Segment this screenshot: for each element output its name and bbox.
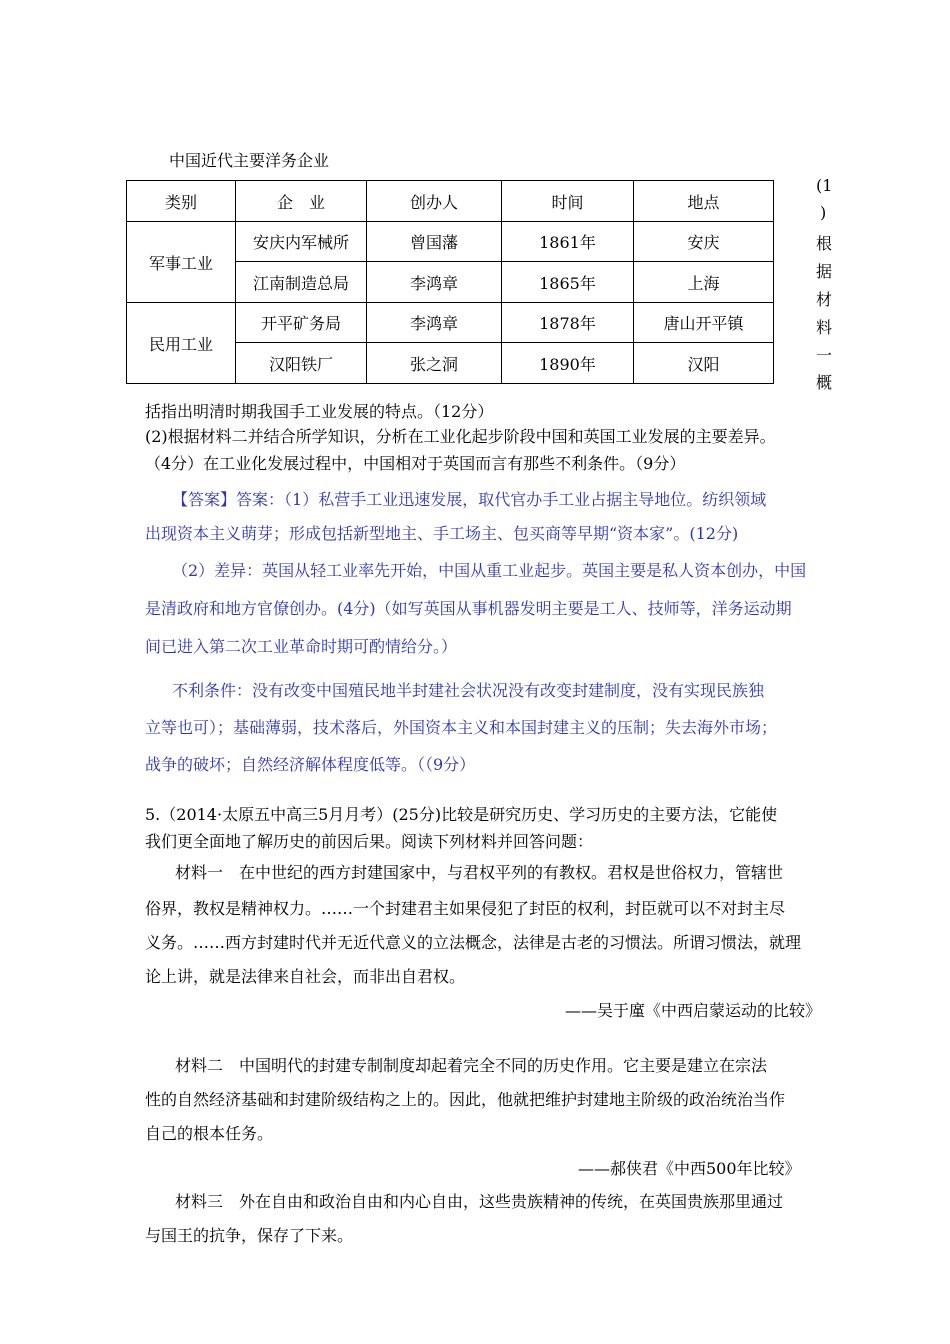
- founder-cell: 李鸿章: [367, 303, 502, 343]
- founder-cell: 张之洞: [367, 343, 502, 384]
- table-title: 中国近代主要洋务企业: [169, 151, 330, 170]
- side-text: 料: [816, 318, 833, 337]
- year-cell: 1890年: [502, 343, 634, 384]
- material-3-line: 与国王的抗争，保存了下来。: [145, 1226, 354, 1245]
- material-1-source: ——吴于廑《中西启蒙运动的比较》: [565, 1001, 822, 1020]
- question-5-cont: 我们更全面地了解历史的前因后果。阅读下列材料并回答问题：: [145, 832, 594, 851]
- side-text: (1: [816, 176, 833, 195]
- side-text: 概: [816, 373, 833, 392]
- founder-cell: 曾国藩: [367, 222, 502, 262]
- answer-line: 出现资本主义萌芽；形成包括新型地主、手工场主、包买商等早期“资本家”。(12分): [145, 524, 739, 543]
- category-cell: 军事工业: [127, 222, 236, 303]
- company-cell: 开平矿务局: [236, 303, 367, 343]
- material-2-line: 自己的根本任务。: [145, 1124, 274, 1143]
- material-2-line: 性的自然经济基础和封建阶级结构之上的。因此，他就把维护封建地主阶级的政治统治当作: [145, 1090, 786, 1109]
- answer-line: 立等也可）；基础薄弱，技术落后，外国资本主义和本国封建主义的压制；失去海外市场；: [145, 718, 778, 737]
- header-cell: 企 业: [236, 181, 367, 222]
- material-1-line: 义务。……西方封建时代并无近代意义的立法概念，法律是古老的习惯法。所谓习惯法，就理: [145, 933, 802, 952]
- question-1-tail: 括指出明清时期我国手工业发展的特点。（12分）: [145, 402, 494, 421]
- year-cell: 1861年: [502, 222, 634, 262]
- answer-line: （2）差异：英国从轻工业率先开始，中国从重工业起步。英国主要是私人资本创办，中国: [172, 561, 807, 580]
- question-5: 5.（2014·太原五中高三5月月考）(25分)比较是研究历史、学习历史的主要方法，它能使: [145, 805, 778, 824]
- side-text: 材: [816, 290, 833, 309]
- material-1-line: 材料一 在中世纪的西方封建国家中，与君权平列的有教权。君权是世俗权力，管辖世: [175, 863, 784, 882]
- side-text: ): [820, 203, 827, 222]
- material-2-line: 材料二 中国明代的封建专制制度却起着完全不同的历史作用。它主要是建立在宗法: [175, 1056, 768, 1075]
- material-1-line: 论上讲，就是法律来自社会，而非出自君权。: [145, 967, 466, 986]
- year-cell: 1878年: [502, 303, 634, 343]
- enterprise-table: [126, 180, 774, 384]
- place-cell: 唐山开平镇: [634, 303, 774, 343]
- side-text: 据: [816, 262, 833, 281]
- answer-line: 是清政府和地方官僚创办。(4分)（如写英国从事机器发明主要是工人、技师等，洋务运动期: [145, 599, 792, 618]
- year-cell: 1865年: [502, 262, 634, 303]
- header-cell: 创办人: [367, 181, 502, 222]
- material-2-source: ——郝侠君《中西500年比较》: [578, 1159, 801, 1178]
- side-text: 一: [816, 346, 833, 365]
- answer-line: 不利条件：没有改变中国殖民地半封建社会状况没有改变封建制度，没有实现民族独: [172, 681, 765, 700]
- founder-cell: 李鸿章: [367, 262, 502, 303]
- place-cell: 上海: [634, 262, 774, 303]
- material-1-line: 俗界，教权是精神权力。……一个封建君主如果侵犯了封臣的权利，封臣就可以不对封主尽: [145, 899, 786, 918]
- table-header-row: [127, 181, 774, 222]
- company-cell: 江南制造总局: [236, 262, 367, 303]
- answer-text: 答案：（1）私营手工业迅速发展，取代官办手工业占据主导地位。纺织领域: [236, 490, 767, 509]
- header-cell: 时间: [502, 181, 634, 222]
- question-2: (2)根据材料二并结合所学知识，分析在工业化起步阶段中国和英国工业发展的主要差异。: [145, 427, 776, 446]
- answer-bracket: 【答案】: [172, 490, 237, 509]
- question-2-cont: （4分）在工业化发展过程中，中国相对于英国而言有那些不利条件。（9分）: [145, 454, 686, 473]
- answer-line: 间已进入第二次工业革命时期可酌情给分。）: [145, 637, 458, 656]
- header-cell: 地点: [634, 181, 774, 222]
- company-cell: 安庆内军械所: [236, 222, 367, 262]
- answer-line: 战争的破坏；自然经济解体程度低等。（（9分）: [145, 755, 476, 774]
- header-cell: 类别: [127, 181, 236, 222]
- place-cell: 汉阳: [634, 343, 774, 384]
- category-cell: 民用工业: [127, 303, 236, 384]
- place-cell: 安庆: [634, 222, 774, 262]
- material-3-line: 材料三 外在自由和政治自由和内心自由，这些贵族精神的传统，在英国贵族那里通过: [175, 1192, 784, 1211]
- company-cell: 汉阳铁厂: [236, 343, 367, 384]
- table-row: [127, 303, 774, 343]
- table-row: [127, 222, 774, 262]
- answer-line: [172, 487, 766, 510]
- side-text: 根: [816, 234, 833, 253]
